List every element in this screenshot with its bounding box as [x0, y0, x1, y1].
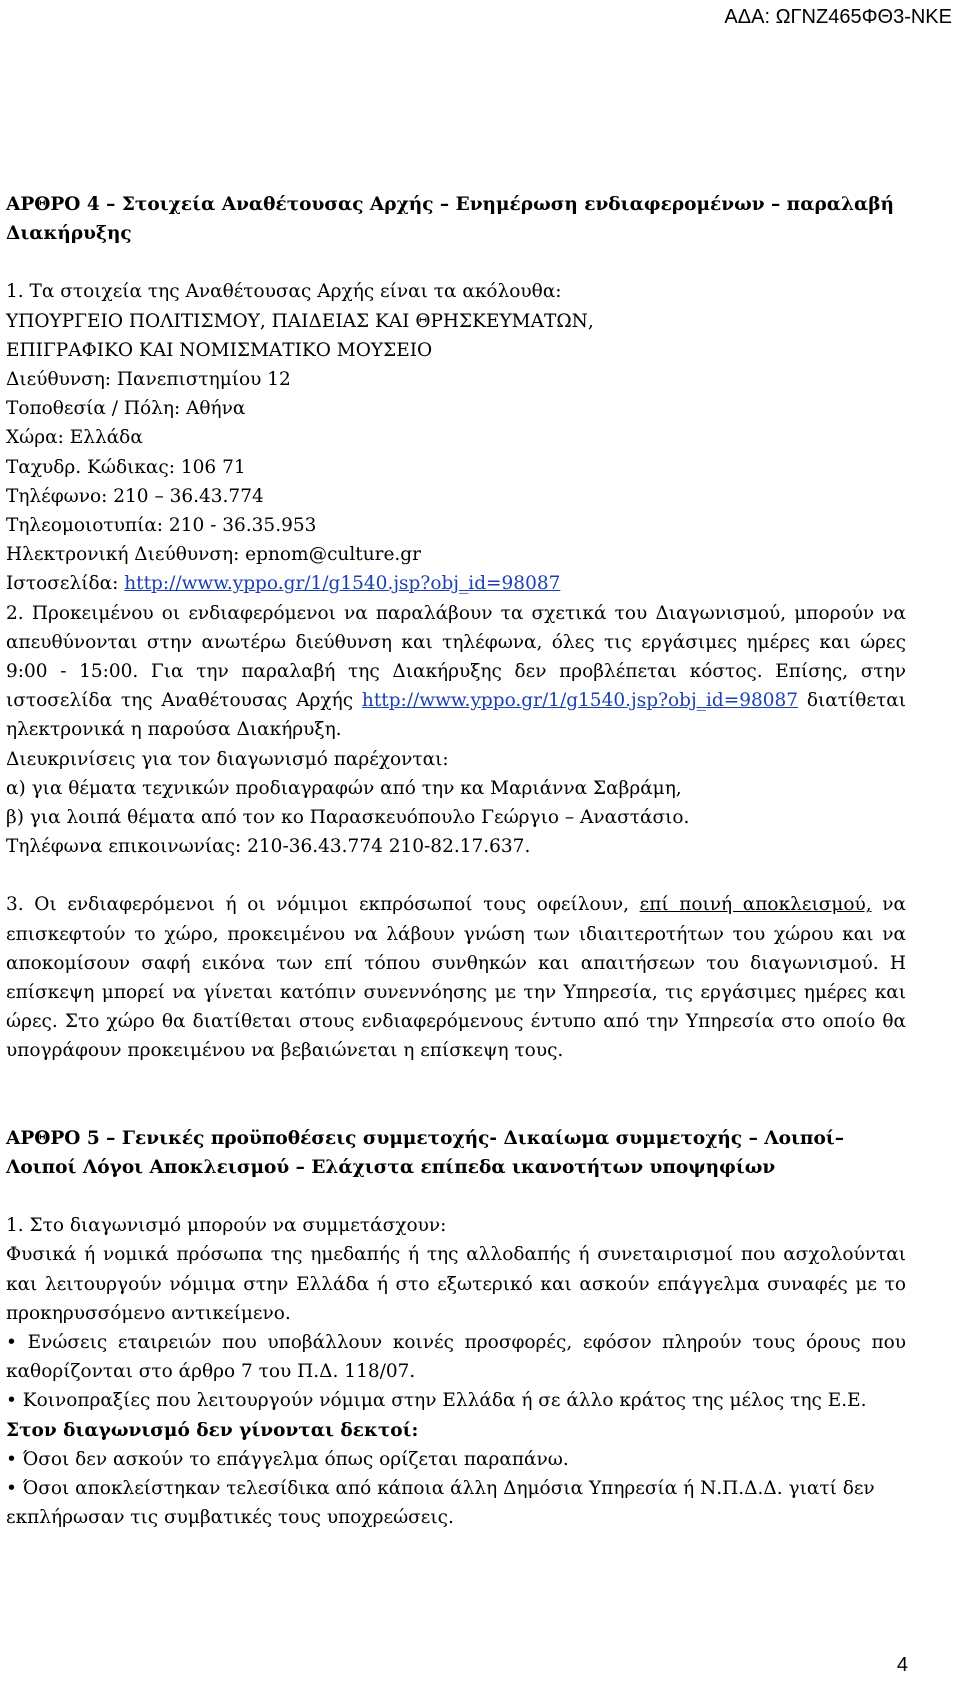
bullet-consortia: • Κοινοπραξίες που λειτουργούν νόμιμα στην Ελλάδα ή σε άλλο κράτος της μέλος της Ε.Ε. — [6, 1390, 867, 1412]
article5-p1-body: Φυσικά ή νομικά πρόσωπα της ημεδαπής ή της αλλοδαπής ή συνεταιρισμοί που ασχολούνται και λειτουργούν νόμιμα στην Ελλάδα ή στο εξωτερικό και ασκούν επάγγελμα συναφές με το προκηρυσσόμενο αντικείμενο. — [6, 1244, 906, 1324]
phone: Τηλέφωνο: 210 – 36.43.774 — [6, 485, 264, 507]
article4-title: ΑΡΘΡΟ 4 – Στοιχεία Αναθέτουσας Αρχής – Ενημέρωση ενδιαφερομένων – παραλαβή Διακήρυξης — [6, 194, 894, 245]
p3-rest: να επισκεφτούν το χώρο, προκειμένου να λάβουν γνώση των ιδιαιτεροτήτων του χώρου και να αποκομίσουν σαφή εικόνα των επί τόπου συνθηκών και απαιτήσεων του διαγωνισμού. Η επίσκεψη μπορεί να γίνεται κατόπιν συνεννόησης με την Υπηρεσία, τις εργάσιμες ημέρες και ώρες. Στο χώρο θα διατίθεται στους ενδιαφερόμενους έντυπο από την Υπηρεσία στο οποίο θα υπογράφουν προκειμένου να βεβαιώνεται η επίσκεψη τους. — [6, 894, 907, 1062]
article5-p1: 1. Στο διαγωνισμό μπορούν να συμμετάσχουν: — [6, 1215, 447, 1237]
article5-title: ΑΡΘΡΟ 5 – Γενικές προϋποθέσεις συμμετοχής- Δικαίωμα συμμετοχής – Λοιποί– Λοιποί Λόγοι Αποκλεισμού – Ελάχιστα επίπεδα ικανοτήτων υποψηφίων — [6, 1127, 844, 1178]
bullet-not-practising: • Όσοι δεν ασκούν το επάγγελμα όπως ορίζεται παραπάνω. — [6, 1448, 569, 1470]
ada-code: ΑΔΑ: ΩΓΝΖ465ΦΘ3-ΝΚΕ — [724, 6, 952, 28]
country: Χώρα: Ελλάδα — [6, 427, 143, 449]
p3-start: 3. Οι ενδιαφερόμενοι ή οι νόμιμοι εκπρόσωποί τους οφείλουν, — [6, 894, 640, 916]
authority-line2: ΕΠΙΓΡΑΦΙΚΟ ΚΑΙ ΝΟΜΙΣΜΑΤΙΚΟ ΜΟΥΣΕΙΟ — [6, 339, 433, 361]
authority-line1: ΥΠΟΥΡΓΕΙΟ ΠΟΛΙΤΙΣΜΟΥ, ΠΑΙΔΕΙΑΣ ΚΑΙ ΘΡΗΣΚΕΥΜΑΤΩΝ, — [6, 310, 594, 332]
clarification-a: α) για θέματα τεχνικών προδιαγραφών από την κα Μαριάννα Σαβράμη, — [6, 777, 682, 799]
p2-tail: διατίθεται ηλεκτρονικά η παρούσα Διακήρυξη. — [6, 690, 906, 741]
article4-paragraph2 — [6, 599, 906, 745]
city: Τοποθεσία / Πόλη: Αθήνα — [6, 398, 246, 420]
not-accepted-heading: Στον διαγωνισμό δεν γίνονται δεκτοί: — [6, 1419, 419, 1441]
article4-paragraph3 — [6, 890, 906, 1065]
page-number: 4 — [896, 1654, 908, 1676]
clarifications-intro: Διευκρινίσεις για τον διαγωνισμό παρέχονται: — [6, 748, 449, 770]
fax: Τηλεομοιοτυπία: 210 - 36.35.953 — [6, 515, 317, 537]
website-label: Ιστοσελίδα: — [6, 573, 125, 595]
address: Διεύθυνση: Πανεπιστημίου 12 — [6, 369, 291, 391]
clarification-b: β) για λοιπά θέματα από τον κο Παρασκευόπουλο Γεώργιο – Αναστάσιο. — [6, 807, 690, 829]
bullet-joint-ventures: • Ενώσεις εταιρειών που υποβάλλουν κοινές προσφορές, εφόσον πληρούν τους όρους που καθορίζονται στο άρθρο 7 του Π.Δ. 118/07. — [6, 1331, 906, 1383]
postcode: Ταχυδρ. Κώδικας: 106 71 — [6, 456, 246, 478]
bullet-excluded: • Όσοι αποκλείστηκαν τελεσίδικα από κάποια άλλη Δημόσια Υπηρεσία ή Ν.Π.Δ.Δ. γιατί δεν εκπλήρωσαν τις συμβατικές τους υποχρεώσεις. — [6, 1477, 875, 1529]
website-link[interactable]: http://www.yppo.gr/1/g1540.jsp?obj_id=98087 — [124, 573, 561, 595]
document-body — [6, 190, 906, 1532]
p3-underlined: επί ποινή αποκλεισμού, — [639, 894, 872, 916]
website-line — [6, 569, 906, 598]
article4-intro: 1. Τα στοιχεία της Αναθέτουσας Αρχής είναι τα ακόλουθα: — [6, 281, 562, 303]
p2-text: 2. Προκειμένου οι ενδιαφερόμενοι να παραλάβουν τα σχετικά του Διαγωνισμού, μπορούν να απευθύνονται στην ανωτέρω διεύθυνση και τηλέφωνα, όλες τις εργάσιμες ημέρες και ώρες 9:00 - 15:00. Για την παραλαβή της Διακήρυξης δεν προβλέπεται κόστος. Επίσης, στην ιστοσελίδα της Αναθέτουσας Αρχής — [6, 602, 906, 712]
email: Ηλεκτρονική Διεύθυνση: epnom@culture.gr — [6, 544, 421, 566]
contact-phones: Τηλέφωνα επικοινωνίας: 210-36.43.774 210-82.17.637. — [6, 836, 531, 858]
p2-website-link[interactable]: http://www.yppo.gr/1/g1540.jsp?obj_id=98087 — [361, 690, 799, 712]
